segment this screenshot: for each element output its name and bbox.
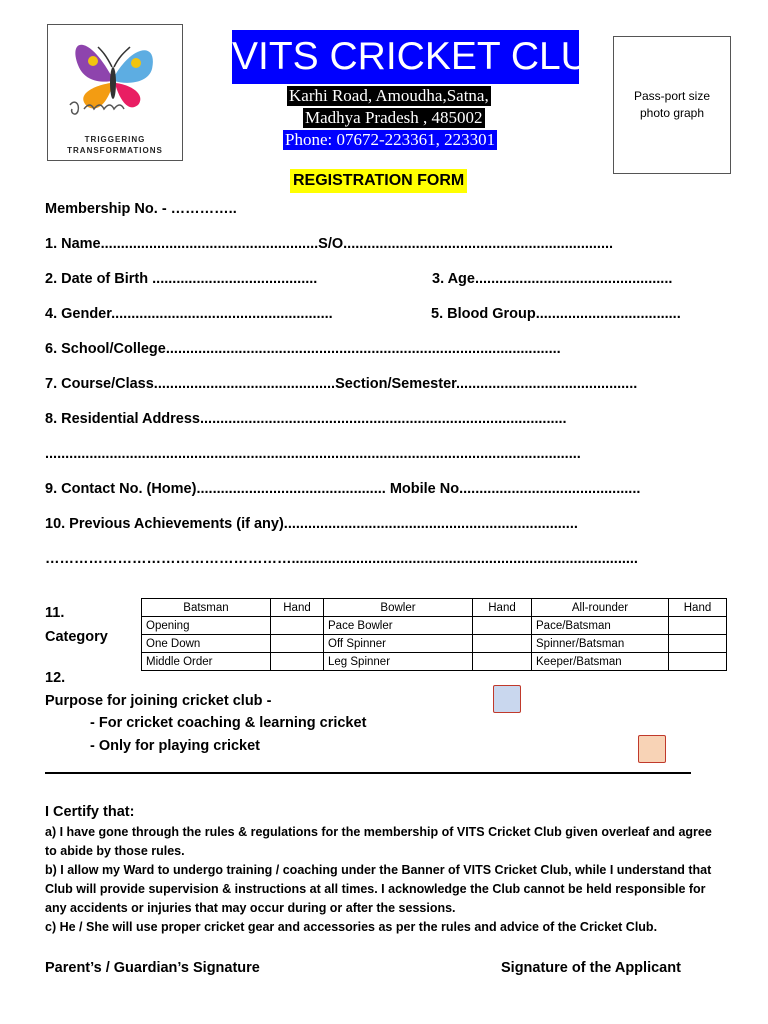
form-title: REGISTRATION FORM — [290, 169, 467, 193]
achievements-field[interactable]: 10. Previous Achievements (if any)......................................................................... — [45, 516, 578, 532]
table-cell[interactable] — [473, 617, 532, 635]
table-cell[interactable]: Pace/Batsman — [532, 617, 669, 635]
photo-label-2: photo graph — [639, 106, 705, 120]
table-cell[interactable]: Spinner/Batsman — [532, 635, 669, 653]
purpose-title: Purpose for joining cricket club - — [45, 693, 272, 709]
table-cell[interactable] — [669, 635, 727, 653]
certify-title: I Certify that: — [45, 804, 135, 820]
table-cell[interactable]: One Down — [142, 635, 271, 653]
achievements-continued-field[interactable]: ……………………………………………...................................................................................... — [45, 551, 638, 567]
address-field[interactable]: 8. Residential Address........................................................................................... — [45, 411, 567, 427]
table-cell[interactable] — [271, 635, 324, 653]
table-cell[interactable]: Opening — [142, 617, 271, 635]
table-cell[interactable]: Pace Bowler — [324, 617, 473, 635]
table-cell[interactable] — [271, 653, 324, 671]
dob-field[interactable]: 2. Date of Birth ......................................... — [45, 271, 318, 287]
table-cell[interactable] — [473, 635, 532, 653]
club-title: VITS CRICKET CLUB — [232, 30, 579, 84]
divider — [45, 772, 691, 774]
playing-checkbox[interactable] — [638, 735, 666, 763]
contact-field[interactable]: 9. Contact No. (Home)............................................... Mobile No............................................. — [45, 481, 641, 497]
membership-field[interactable]: Membership No. - ………….. — [45, 201, 237, 217]
course-field[interactable]: 7. Course/Class.............................................Section/Semester............................................. — [45, 376, 638, 392]
coaching-checkbox[interactable] — [493, 685, 521, 713]
category-table — [141, 598, 727, 671]
photo-label-1: Pass-port size — [633, 89, 711, 103]
certify-clause-b: b) I allow my Ward to undergo training / coaching under the Banner of VITS Cricket Club, while I understand that Club will provide supervision & instructions at all times. I acknowledge the Club cannot be held responsible for any accidents or injuries that may occur during or after the sessions. — [45, 863, 712, 915]
phone-line: Phone: 07672-223361, 223301 — [285, 130, 496, 149]
table-cell[interactable] — [271, 617, 324, 635]
table-row[interactable] — [142, 617, 727, 635]
address-line-2: Madhya Pradesh , 485002 — [305, 108, 483, 127]
gender-field[interactable]: 4. Gender....................................................... — [45, 306, 333, 322]
parent-signature-label: Parent’s / Guardian’s Signature — [45, 960, 260, 976]
table-cell[interactable]: Off Spinner — [324, 635, 473, 653]
name-field[interactable]: 1. Name......................................................S/O................................................................... — [45, 236, 614, 252]
school-field[interactable]: 6. School/College.................................................................................................. — [45, 341, 561, 357]
table-cell[interactable]: Keeper/Batsman — [532, 653, 669, 671]
address-line-1: Karhi Road, Amoudha,Satna, — [289, 86, 489, 105]
age-field[interactable]: 3. Age................................................. — [432, 271, 673, 287]
col-header: All-rounder — [532, 599, 669, 617]
address-continued-field[interactable]: ..................................................................................................................................... — [45, 446, 581, 462]
col-header: Bowler — [324, 599, 473, 617]
logo-tagline-2: TRANSFORMATIONS — [67, 146, 163, 155]
table-header-row — [142, 599, 727, 617]
category-label: Category — [45, 629, 108, 645]
table-cell[interactable]: Middle Order — [142, 653, 271, 671]
col-header: Batsman — [142, 599, 271, 617]
blood-group-field[interactable]: 5. Blood Group.................................... — [431, 306, 681, 322]
club-logo — [47, 24, 183, 161]
logo-tagline-1: TRIGGERING — [84, 135, 146, 144]
col-header: Hand — [669, 599, 727, 617]
applicant-signature-label: Signature of the Applicant — [501, 960, 681, 976]
purpose-number: 12. — [45, 670, 66, 686]
col-header: Hand — [271, 599, 324, 617]
table-row[interactable] — [142, 653, 727, 671]
purpose-option-playing: - Only for playing cricket — [90, 738, 261, 754]
butterfly-logo-icon — [48, 25, 182, 125]
table-cell[interactable] — [669, 617, 727, 635]
certify-clause-c: c) He / She will use proper cricket gear and accessories as per the rules and advice of the Cricket Club. — [45, 920, 658, 934]
table-cell[interactable] — [669, 653, 727, 671]
certify-clause-a: a) I have gone through the rules & regulations for the membership of VITS Cricket Club given overleaf and agree to abide by those rules. — [45, 825, 712, 858]
table-cell[interactable]: Leg Spinner — [324, 653, 473, 671]
table-row[interactable] — [142, 635, 727, 653]
col-header: Hand — [473, 599, 532, 617]
table-cell[interactable] — [473, 653, 532, 671]
category-number: 11. — [45, 605, 65, 621]
photo-box[interactable] — [613, 36, 731, 174]
purpose-option-coaching: - For cricket coaching & learning cricket — [90, 715, 367, 731]
